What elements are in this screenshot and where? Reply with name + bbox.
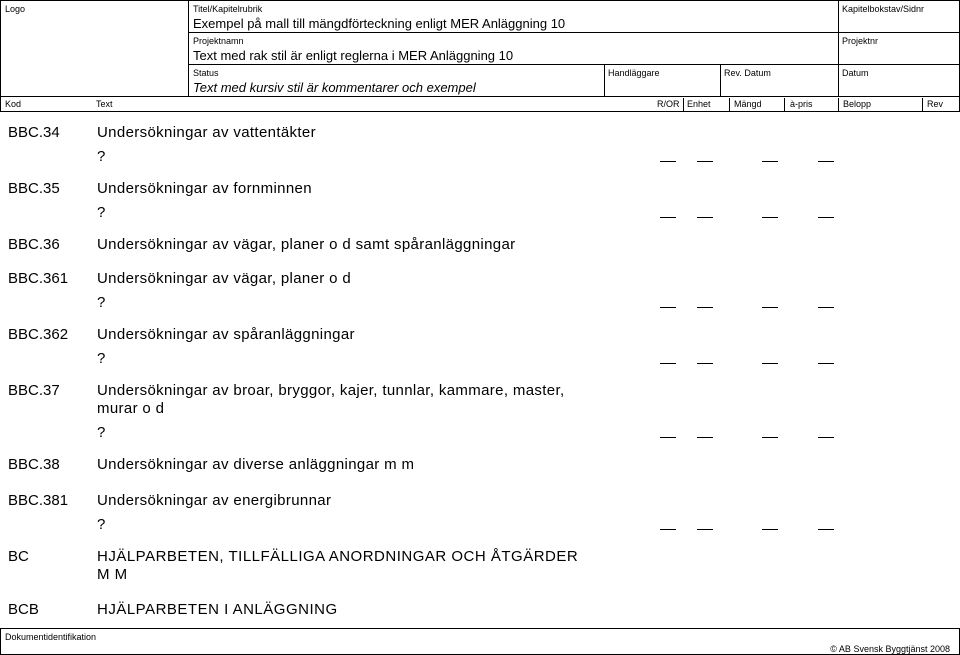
fill-line xyxy=(762,437,778,438)
row-code: BBC.361 xyxy=(8,270,69,287)
section-heading-continued: M M xyxy=(97,566,128,583)
project-no-label: Projektnr xyxy=(842,36,879,46)
row-text: Undersökningar av fornminnen xyxy=(97,180,312,197)
fill-line xyxy=(660,363,676,364)
fill-line xyxy=(660,217,676,218)
fill-line xyxy=(818,217,834,218)
row-code: BBC.381 xyxy=(8,492,69,509)
row-text: Undersökningar av energibrunnar xyxy=(97,492,332,509)
logo-placeholder: Logo xyxy=(5,4,26,14)
document-id-label: Dokumentidentifikation xyxy=(5,632,97,642)
project-name-label: Projektnamn xyxy=(193,36,244,46)
fill-line xyxy=(818,161,834,162)
column-header-ror: R/OR xyxy=(657,99,680,109)
fill-line xyxy=(762,363,778,364)
chapter-label: Kapitelbokstav/Sidnr xyxy=(842,4,925,14)
fill-line xyxy=(818,307,834,308)
fill-line xyxy=(762,529,778,530)
column-header-kod: Kod xyxy=(5,99,22,109)
row-code: BBC.36 xyxy=(8,236,60,253)
fill-line xyxy=(818,529,834,530)
fill-line xyxy=(660,307,676,308)
section-code: BC xyxy=(8,548,29,565)
row-text: Undersökningar av vattentäkter xyxy=(97,124,316,141)
row-code: BBC.362 xyxy=(8,326,69,343)
fill-line xyxy=(697,161,713,162)
row-text: Undersökningar av vägar, planer o d xyxy=(97,270,352,287)
row-placeholder: ? xyxy=(97,294,106,311)
fill-line xyxy=(762,161,778,162)
section-heading: HJÄLPARBETEN I ANLÄGGNING xyxy=(97,601,338,618)
fill-line xyxy=(660,161,676,162)
column-header-mangd: Mängd xyxy=(734,99,762,109)
fill-line xyxy=(762,217,778,218)
fill-line xyxy=(697,529,713,530)
fill-line xyxy=(697,217,713,218)
handler-label: Handläggare xyxy=(608,68,660,78)
row-code: BBC.34 xyxy=(8,124,60,141)
row-placeholder: ? xyxy=(97,424,106,441)
fill-line xyxy=(762,307,778,308)
row-text: Undersökningar av vägar, planer o d samt spåranläggningar xyxy=(97,236,516,253)
column-header-apris: à-pris xyxy=(790,99,813,109)
section-code: BCB xyxy=(8,601,39,618)
row-placeholder: ? xyxy=(97,350,106,367)
status-value: Text med kursiv stil är kommentarer och exempel xyxy=(193,80,476,95)
column-header-belopp: Belopp xyxy=(843,99,872,109)
status-label: Status xyxy=(193,68,219,78)
title-value: Exempel på mall till mängdförteckning enligt MER Anläggning 10 xyxy=(193,16,566,31)
copyright-text: © AB Svensk Byggtjänst 2008 xyxy=(830,644,950,654)
row-text: Undersökningar av spåranläggningar xyxy=(97,326,355,343)
date-label: Datum xyxy=(842,68,869,78)
fill-line xyxy=(697,307,713,308)
column-header-enhet: Enhet xyxy=(687,99,711,109)
fill-line xyxy=(818,437,834,438)
row-text-continued: murar o d xyxy=(97,400,165,417)
row-placeholder: ? xyxy=(97,204,106,221)
column-header-rev: Rev xyxy=(927,99,944,109)
rev-date-label: Rev. Datum xyxy=(724,68,771,78)
fill-line xyxy=(697,437,713,438)
title-label: Titel/Kapitelrubrik xyxy=(193,4,263,14)
project-name-value: Text med rak stil är enligt reglerna i MER Anläggning 10 xyxy=(193,48,514,63)
row-placeholder: ? xyxy=(97,148,106,165)
row-code: BBC.37 xyxy=(8,382,60,399)
section-heading: HJÄLPARBETEN, TILLFÄLLIGA ANORDNINGAR OCH ÅTGÄRDER xyxy=(97,548,579,565)
row-text: Undersökningar av broar, bryggor, kajer, tunnlar, kammare, master, xyxy=(97,382,565,399)
fill-line xyxy=(818,363,834,364)
row-code: BBC.38 xyxy=(8,456,60,473)
column-header-text: Text xyxy=(96,99,113,109)
row-placeholder: ? xyxy=(97,516,106,533)
fill-line xyxy=(660,529,676,530)
fill-line xyxy=(660,437,676,438)
fill-line xyxy=(697,363,713,364)
row-text: Undersökningar av diverse anläggningar m m xyxy=(97,456,415,473)
row-code: BBC.35 xyxy=(8,180,60,197)
